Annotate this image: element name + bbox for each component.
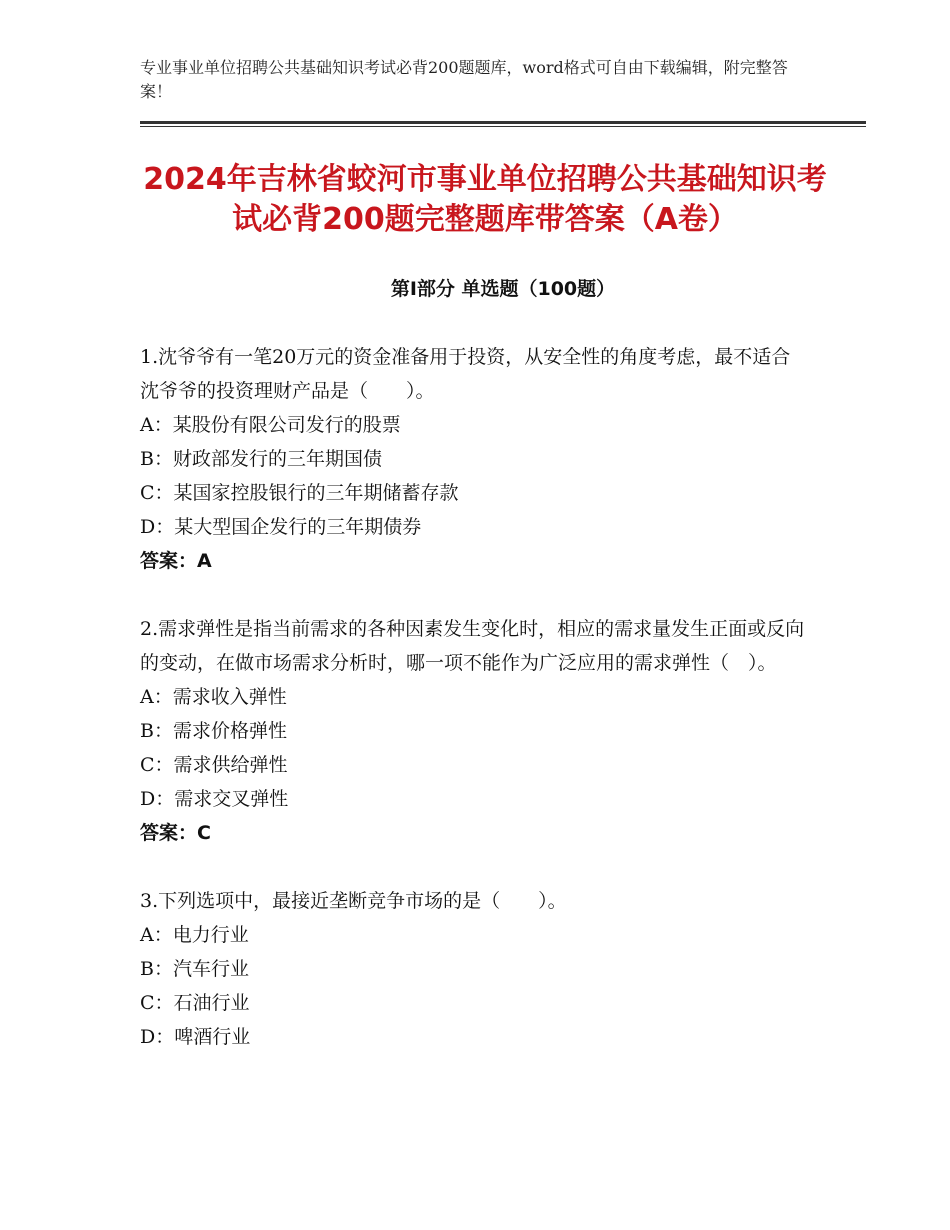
option-b: B：需求价格弹性 [140,720,287,742]
question-1 [140,340,805,578]
question-list [140,340,805,1088]
option-d: D：啤酒行业 [140,1026,251,1048]
answer-label: 答案：C [140,822,211,844]
question-stem: 3.下列选项中，最接近垄断竞争市场的是（ ）。 [140,890,567,912]
header-divider-thick [140,121,866,124]
answer-label: 答案：A [140,550,212,572]
question-stem: 1.沈爷爷有一笔20万元的资金准备用于投资，从安全性的角度考虑，最不适合沈爷爷的投资理财产品是（ ）。 [140,346,791,402]
option-a: A：电力行业 [140,924,249,946]
question-3 [140,884,805,1054]
option-d: D：某大型国企发行的三年期债券 [140,516,422,538]
section-heading: 第Ⅰ部分 单选题（100题） [390,278,616,300]
option-c: C：某国家控股银行的三年期储蓄存款 [140,482,459,504]
option-c: C：石油行业 [140,992,250,1014]
document-title: 2024年吉林省蛟河市事业单位招聘公共基础知识考试必背200题完整题库带答案（A卷） [143,162,827,237]
option-a: A：需求收入弹性 [140,686,287,708]
option-a: A：某股份有限公司发行的股票 [140,414,401,436]
option-b: B：财政部发行的三年期国债 [140,448,382,470]
question-2 [140,612,805,850]
header-divider-thin [140,126,866,127]
question-stem: 2.需求弹性是指当前需求的各种因素发生变化时，相应的需求量发生正面或反向的变动，在做市场需求分析时，哪一项不能作为广泛应用的需求弹性（ ）。 [140,618,805,674]
option-c: C：需求供给弹性 [140,754,288,776]
header-note: 专业事业单位招聘公共基础知识考试必背200题题库，word格式可自由下载编辑，附完整答案！ [140,58,788,101]
option-d: D：需求交叉弹性 [140,788,289,810]
option-b: B：汽车行业 [140,958,249,980]
